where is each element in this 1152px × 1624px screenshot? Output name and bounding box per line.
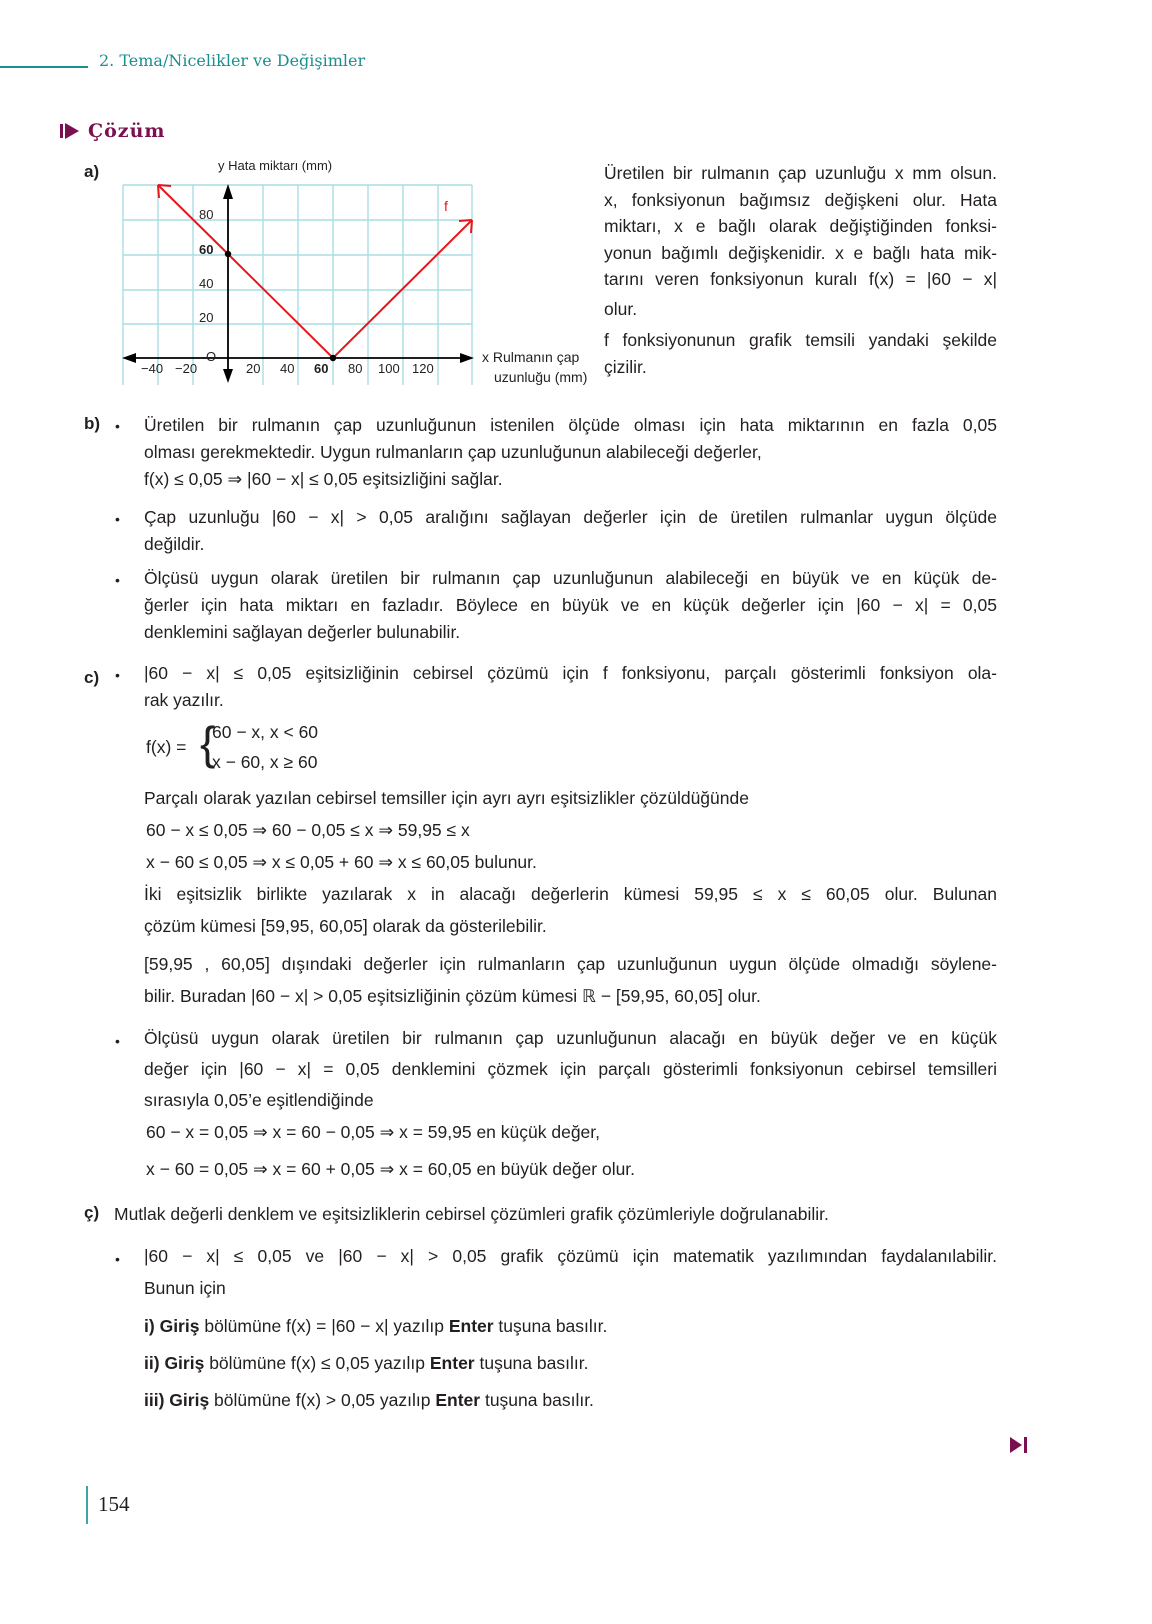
section-end-icon [1010, 1437, 1030, 1453]
svg-text:−40: −40 [141, 361, 164, 376]
absolute-value-graph [110, 155, 610, 400]
breadcrumb: 2. Tema/Nicelikler ve Değişimler [99, 51, 366, 70]
equation-line: 60 − x = 0,05 ⇒ x = 60 − 0,05 ⇒ x = 59,95 en küçük değer, [146, 1122, 601, 1142]
solution-heading [60, 120, 166, 142]
part-cc-intro: Mutlak değerli denklem ve eşitsizliklerin cebirsel çözümleri grafik çözümleriyle doğrulanabilir. [114, 1204, 829, 1224]
step-1: i) Giriş bölümüne f(x) = |60 − x| yazılıp Enter tuşuna basılır. [144, 1316, 608, 1336]
x-axis-label-2: uzunluğu (mm) [494, 369, 588, 385]
step-2: ii) Giriş bölümüne f(x) ≤ 0,05 yazılıp Enter tuşuna basılır. [144, 1353, 589, 1373]
svg-text:100: 100 [378, 361, 400, 376]
piecewise-case-2: x − 60, x ≥ 60 [212, 752, 318, 772]
bullet-icon: • [115, 1033, 120, 1049]
text-line: Ölçüsü uygun olarak üretilen bir rulmanın çap uzunluğunun alacağı en büyük değer ve en küçük [144, 1028, 997, 1048]
part-a-label: a) [84, 162, 100, 181]
point-y-intercept [225, 251, 231, 257]
brace-icon: { [200, 717, 216, 769]
svg-text:60: 60 [199, 242, 214, 257]
svg-text:20: 20 [246, 361, 261, 376]
text-line: [59,95 , 60,05] dışındaki değerler için rulmanların çap uzunluğunun uygun ölçüde olmadığı söylene- [144, 954, 997, 974]
text-line: İki eşitsizlik birlikte yazılarak x in alacağı değerlerin kümesi 59,95 ≤ x ≤ 60,05 olur. Bulunan [144, 884, 997, 904]
equation-line: x − 60 = 0,05 ⇒ x = 60 + 0,05 ⇒ x = 60,05 en büyük değer olur. [146, 1159, 636, 1179]
svg-text:80: 80 [199, 207, 214, 222]
equation-line: x − 60 ≤ 0,05 ⇒ x ≤ 0,05 + 60 ⇒ x ≤ 60,05 bulunur. [146, 852, 537, 872]
step-3: iii) Giriş bölümüne f(x) > 0,05 yazılıp Enter tuşuna basılır. [144, 1390, 594, 1410]
header-rule [0, 66, 88, 68]
x-axis-left-arrow-icon [122, 353, 136, 363]
svg-text:120: 120 [412, 361, 434, 376]
equation-line: 60 − x ≤ 0,05 ⇒ 60 − 0,05 ≤ x ⇒ 59,95 ≤ x [146, 820, 470, 840]
y-axis-label: y Hata miktarı (mm) [218, 158, 333, 173]
text-line: |60 − x| ≤ 0,05 ve |60 − x| > 0,05 grafik çözümü için matematik yazılımından faydalanılabilir. [144, 1246, 997, 1266]
piecewise-case-1: 60 − x, x < 60 [212, 722, 319, 742]
part-b-bullet-2: Çap uzunluğu |60 − x| > 0,05 aralığını sağlayan değerler için de üretilen rulmanlar uygun ölçüde değildir. [144, 507, 997, 554]
svg-text:20: 20 [199, 310, 214, 325]
part-c-bullet-1: |60 − x| ≤ 0,05 eşitsizliğinin cebirsel çözümü için f fonksiyonu, parçalı gösterimli fonksiyon ola- rak yazılır. [144, 663, 997, 710]
x-axis-label-1: x Rulmanın çap [482, 349, 580, 365]
text-line: Parçalı olarak yazılan cebirsel temsiller için ayrı ayrı eşitsizlikler çözüldüğünde [144, 788, 749, 808]
part-c-label: c) [84, 668, 100, 687]
piecewise-lhs: f(x) = [146, 737, 187, 757]
bullet-icon: • [115, 572, 120, 588]
solution-title: Çözüm [88, 120, 166, 142]
bullet-icon: • [115, 418, 120, 434]
page-number: 154 [98, 1492, 130, 1516]
point-vertex [330, 355, 336, 361]
svg-text:60: 60 [314, 361, 329, 376]
origin-label: O [206, 349, 217, 364]
y-axis-up-arrow-icon [223, 184, 233, 199]
part-cc-label: ç) [84, 1203, 100, 1222]
part-b-bullet-1: Üretilen bir rulmanın çap uzunluğunun istenilen ölçüde olması için hata miktarının en fazla 0,05 olması gerekmektedir. Uygun rulmanların çap uzunluğunun alabileceği değerler, f(x) ≤ 0,05 ⇒ |60 − x| ≤ 0,05 eşitsizliğini sağlar. [144, 415, 997, 489]
function-label: f [444, 198, 448, 214]
page-number-rule [86, 1486, 88, 1524]
text-line: bilir. Buradan |60 − x| > 0,05 eşitsizliğinin çözüm kümesi ℝ − [59,95, 60,05] olur. [144, 986, 761, 1006]
part-b-label: b) [84, 414, 101, 433]
part-b-bullet-3: Ölçüsü uygun olarak üretilen bir rulmanın çap uzunluğunun alabileceği en büyük ve en küçük de- ğerler için hata miktarı en fazladır. Böylece en büyük ve en küçük değerler için |60 − x| = 0,05 denklemini sağlayan değerler bulunabilir. [144, 568, 997, 642]
text-line: Bunun için [144, 1278, 226, 1298]
text-line: çözüm kümesi [59,95, 60,05] olarak da gösterilebilir. [144, 916, 547, 936]
part-a-description: Üretilen bir rulmanın çap uzunluğu x mm olsun. x, fonksiyonun bağımsız değişkeni olur. Hata miktarı, x e bağlı olarak değiştiğinden fonksi- yonun bağımlı değişkenidir. x e bağlı hata mik- tarını veren fonksiyonun kuralı f(x) = |60 − x| olur. f fonksiyonunun grafik temsili yandaki şekilde çizilir. [604, 163, 997, 377]
svg-text:40: 40 [199, 276, 214, 291]
text-line: değer için |60 − x| = 0,05 denklemini çözmek için parçalı gösterimli fonksiyonun cebirsel temsilleri [144, 1059, 997, 1079]
svg-text:80: 80 [348, 361, 363, 376]
svg-text:40: 40 [280, 361, 295, 376]
bullet-icon: • [115, 511, 120, 527]
play-marker-icon [60, 122, 80, 140]
bullet-icon: • [115, 667, 120, 683]
svg-text:−20: −20 [175, 361, 198, 376]
y-axis-down-arrow-icon [223, 369, 233, 383]
bullet-icon: • [115, 1251, 120, 1267]
text-line: sırasıyla 0,05’e eşitlendiğinde [144, 1090, 374, 1110]
grid [123, 185, 472, 385]
